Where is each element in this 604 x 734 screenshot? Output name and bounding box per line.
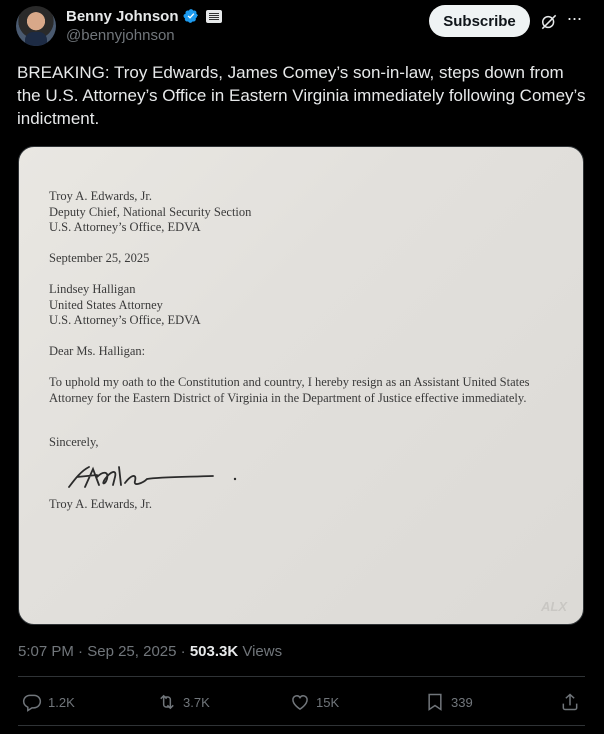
letter-body-line-2: Attorney for the Eastern District of Virginia in the Department of Justice effective immediately. <box>49 390 527 405</box>
author-handle[interactable]: @bennyjohnson <box>66 27 175 44</box>
letter-signature-name: Troy A. Edwards, Jr. <box>49 497 153 511</box>
letter-sender-name: Troy A. Edwards, Jr. <box>49 189 153 203</box>
letter-body <box>49 375 579 406</box>
letter-sender-title: Deputy Chief, National Security Section <box>49 204 252 219</box>
verified-badge-icon <box>183 8 199 24</box>
letter-recipient-title: United States Attorney <box>49 297 163 312</box>
reply-icon <box>22 692 42 712</box>
affiliation-icon[interactable] <box>206 10 222 23</box>
meta-separator: · <box>73 643 88 660</box>
meta-separator: · <box>176 643 190 660</box>
tweet-meta <box>18 643 282 660</box>
subscribe-button[interactable]: Subscribe <box>429 5 530 37</box>
letter-body-line-1: To uphold my oath to the Constitution and country, I hereby resign as an Assistant United States <box>49 375 530 389</box>
views-count: 503.3K <box>189 643 239 660</box>
like-count: 15K <box>316 694 340 710</box>
bookmark-count: 339 <box>451 694 473 710</box>
tweet-time[interactable]: 5:07 PM <box>18 643 74 660</box>
share-button[interactable] <box>560 688 580 716</box>
letter-recipient-name: Lindsey Halligan <box>49 282 136 296</box>
author-name-row <box>66 6 222 26</box>
letter-closing: Sincerely, <box>49 435 99 449</box>
letter-recipient-block <box>49 282 201 329</box>
bookmark-icon <box>425 692 445 712</box>
repost-button[interactable] <box>157 688 210 716</box>
reply-count: 1.2K <box>48 694 75 710</box>
letter-sender-office: U.S. Attorney’s Office, EDVA <box>49 220 201 234</box>
action-bar <box>0 688 604 716</box>
letter-date: September 25, 2025 <box>49 251 150 265</box>
divider <box>18 676 585 677</box>
tweet-text: BREAKING: Troy Edwards, James Comey’s son-in-law, steps down from the U.S. Attorney’s Office in Eastern Virginia immediately following Comey’s indictment. <box>17 63 586 128</box>
repost-count: 3.7K <box>183 694 210 710</box>
like-icon <box>290 692 310 712</box>
like-button[interactable] <box>290 688 339 716</box>
author-name[interactable]: Benny Johnson <box>66 7 179 25</box>
letter-sender-block <box>49 189 251 236</box>
avatar[interactable] <box>16 6 56 46</box>
image-watermark: ALX <box>541 599 567 614</box>
reply-button[interactable] <box>22 688 75 716</box>
views-label: Views <box>238 643 283 660</box>
share-icon <box>560 692 580 712</box>
letter-salutation: Dear Ms. Halligan: <box>49 344 146 358</box>
handwritten-signature <box>63 457 243 497</box>
repost-icon <box>157 692 177 712</box>
tweet-image[interactable] <box>18 146 584 625</box>
letter-recipient-office: U.S. Attorney’s Office, EDVA <box>49 313 201 327</box>
divider <box>18 725 585 726</box>
tweet-date[interactable]: Sep 25, 2025 <box>87 643 177 660</box>
more-icon[interactable]: ··· <box>566 8 582 28</box>
grok-icon[interactable] <box>539 12 559 32</box>
bookmark-button[interactable] <box>425 688 473 716</box>
